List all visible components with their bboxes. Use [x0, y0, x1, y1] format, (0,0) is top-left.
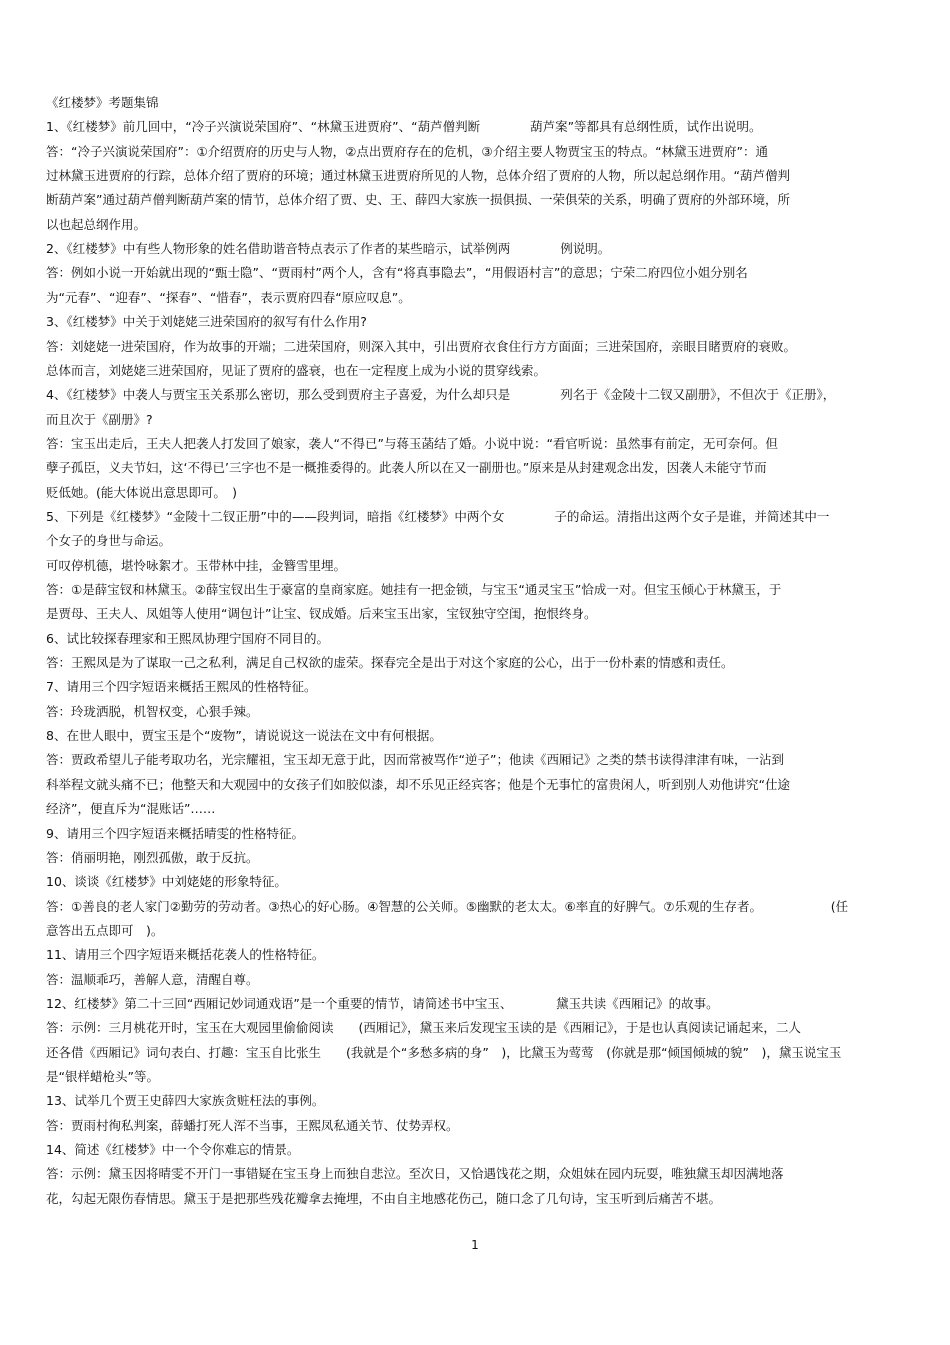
- text-line: 14、简述《红楼梦》中一个令你难忘的情景。: [46, 1142, 300, 1157]
- text-line: 13、试举几个贾王史薛四大家族贪赃枉法的事例。: [46, 1093, 325, 1108]
- text-line: 答：贾雨村徇私判案，薛蟠打死人浑不当事，王熙凤私通关节、仗势弄权。: [46, 1118, 459, 1133]
- text-line: 是“银样蜡枪头”等。: [46, 1069, 159, 1084]
- text-line: 还各借《西厢记》词句表白、打趣：宝玉自比张生 (我就是个“多愁多病的身” )，比黛玉为莺莺 (你就是那“倾国倾城的貌” )，黛玉说宝玉: [46, 1045, 842, 1060]
- text-line: 个女子的身世与命运。: [46, 533, 172, 548]
- text-line: 花，勾起无限伤春情思。黛玉于是把那些残花瓣拿去掩埋，不由自主地感花伤己，随口念了几句诗，宝玉听到后痛苦不堪。: [46, 1191, 722, 1206]
- text-line: 5、下列是《红楼梦》“金陵十二钗正册”中的——段判词，暗指《红楼梦》中两个女 子的命运。清指出这两个女子是谁，并简述其中一: [46, 509, 830, 524]
- text-line: 1、《红楼梦》前几回中，“冷子兴演说荣国府”、“林黛玉进贾府”、“葫芦僧判断 葫芦案”等都具有总纲性质，试作出说明。: [46, 119, 762, 134]
- text-line: 答：刘姥姥一进荣国府，作为故事的开端；二进荣国府，则深入其中，引出贾府衣食住行方方面面；三进荣国府，亲眼目睹贾府的衰败。: [46, 339, 797, 354]
- text-line: 总体而言，刘姥姥三进荣国府，见证了贾府的盛衰，也在一定程度上成为小说的贯穿线索。: [46, 363, 547, 378]
- text-line: 3、《红楼梦》中关于刘姥姥三进荣国府的叙写有什么作用?: [46, 314, 367, 329]
- text-line: 答：玲珑洒脱，机智权变，心狠手辣。: [46, 704, 259, 719]
- text-line: 科举程文就头痛不已；他整天和大观园中的女孩子们如胶似漆，却不乐见正经宾客；他是个无事忙的富贵闲人，听到别人劝他讲究“仕途: [46, 777, 790, 792]
- text-line: 答：“冷子兴演说荣国府”：①介绍贾府的历史与人物，②点出贾府存在的危机，③介绍主要人物贾宝玉的特点。“林黛玉进贾府”：通: [46, 144, 769, 159]
- text-line: 答：王熙凤是为了谋取一己之私利，满足自己权欲的虚荣。探春完全是出于对这个家庭的公心，出于一份朴素的情感和责任。: [46, 655, 734, 670]
- text-line: 答：示例：三月桃花开时，宝玉在大观园里偷偷阅读 (西厢记》，黛玉来后发现宝玉读的是《西厢记》，于是也认真阅读记诵起来，二人: [46, 1020, 801, 1035]
- text-line: 10、谈谈《红楼梦》中刘姥姥的形象特征。: [46, 874, 287, 889]
- text-line: 4、《红楼梦》中袭人与贾宝玉关系那么密切，那么受到贾府主子喜爱，为什么却只是 列名于《金陵十二钗又副册》，不但次于《正册》，: [46, 387, 836, 402]
- text-line: 意答出五点即可 )。: [46, 923, 164, 938]
- text-line: 答：贾政希望儿子能考取功名，光宗耀祖，宝玉却无意于此，因而常被骂作“逆子”；他读《西厢记》之类的禁书读得津津有味，一沾到: [46, 752, 784, 767]
- text-line: 8、在世人眼中，贾宝玉是个“废物”，请说说这一说法在文中有何根据。: [46, 728, 442, 743]
- text-line: 答：温顺乖巧，善解人意，清醒自尊。: [46, 972, 259, 987]
- text-line: 是贾母、王夫人、凤姐等人使用“调包计”让宝、钗成婚。后来宝玉出家，宝钗独守空闺，抱恨终身。: [46, 606, 597, 621]
- text-line: 为“元春”、“迎春”、“探春”、“惜春”，表示贾府四春“原应叹息”。: [46, 290, 411, 305]
- document-title: 《红楼梦》考题集锦: [46, 95, 159, 110]
- text-line: 9、请用三个四字短语来概括晴雯的性格特征。: [46, 826, 304, 841]
- text-line: 以也起总纲作用。: [46, 217, 147, 232]
- text-line: 答：①是薛宝钗和林黛玉。②薛宝钗出生于豪富的皇商家庭。她挂有一把金锁，与宝玉“通灵宝玉”恰成一对。但宝玉倾心于林黛玉，于: [46, 582, 782, 597]
- text-line: 答：例如小说一开始就出现的“甄士隐”、“贾雨村”两个人，含有“将真事隐去”，“用假语村言”的意思；宁荣二府四位小姐分别名: [46, 265, 748, 280]
- text-line: 孽子孤臣，义夫节妇，这‘不得已’三字也不是一概推委得的。此袭人所以在又一副册也。”原来是从封建观念出发，因袭人未能守节而: [46, 460, 767, 475]
- text-line: 12、红楼梦》第二十三回“西厢记妙词通戏语”是一个重要的情节，请简述书中宝玉、 黛玉共读《西厢记》的故事。: [46, 996, 719, 1011]
- text-line: 答：①善良的老人家门②勤劳的劳动者。③热心的好心肠。④智慧的公关师。⑤幽默的老太太。⑥率直的好脾气。⑦乐观的生存者。 (任: [46, 899, 849, 914]
- text-line: 7、请用三个四字短语来概括王熙凤的性格特征。: [46, 679, 317, 694]
- text-line: 可叹停机德，堪怜咏絮才。玉带林中挂，金簪雪里埋。: [46, 558, 347, 573]
- text-line: 而且次于《副册》?: [46, 412, 153, 427]
- text-line: 断葫芦案”通过葫芦僧判断葫芦案的情节，总体介绍了贾、史、王、薛四大家族一损俱损、一荣俱荣的关系，明确了贾府的外部环境，所: [46, 192, 790, 207]
- text-line: 11、请用三个四字短语来概括花袭人的性格特征。: [46, 947, 325, 962]
- text-line: 答：示例：黛玉因将晴雯不开门一事错疑在宝玉身上而独自悲泣。至次日，又恰遇饯花之期，众姐妹在园内玩耍，唯独黛玉却因满地落: [46, 1166, 784, 1181]
- text-line: 过林黛玉进贾府的行踪，总体介绍了贾府的环境；通过林黛玉进贾府所见的人物，总体介绍了贾府的人物，所以起总纲作用。“葫芦僧判: [46, 168, 790, 183]
- text-line: 经济”，便直斥为“混账话”……: [46, 801, 216, 816]
- text-line: 2、《红楼梦》中有些人物形象的姓名借助谐音特点表示了作者的某些暗示，试举例两 例说明。: [46, 241, 611, 256]
- text-line: 答：宝玉出走后，王夫人把袭人打发回了娘家，袭人“不得已”与蒋玉菡结了婚。小说中说：“看官听说：虽然事有前定，无可奈何。但: [46, 436, 778, 451]
- text-line: 贬低她。(能大体说出意思即可。 ): [46, 485, 238, 500]
- text-line: 6、试比较探春理家和王熙凤协理宁国府不同目的。: [46, 631, 329, 646]
- page-number: 1: [471, 1238, 479, 1252]
- text-line: 答：俏丽明艳，刚烈孤傲，敢于反抗。: [46, 850, 259, 865]
